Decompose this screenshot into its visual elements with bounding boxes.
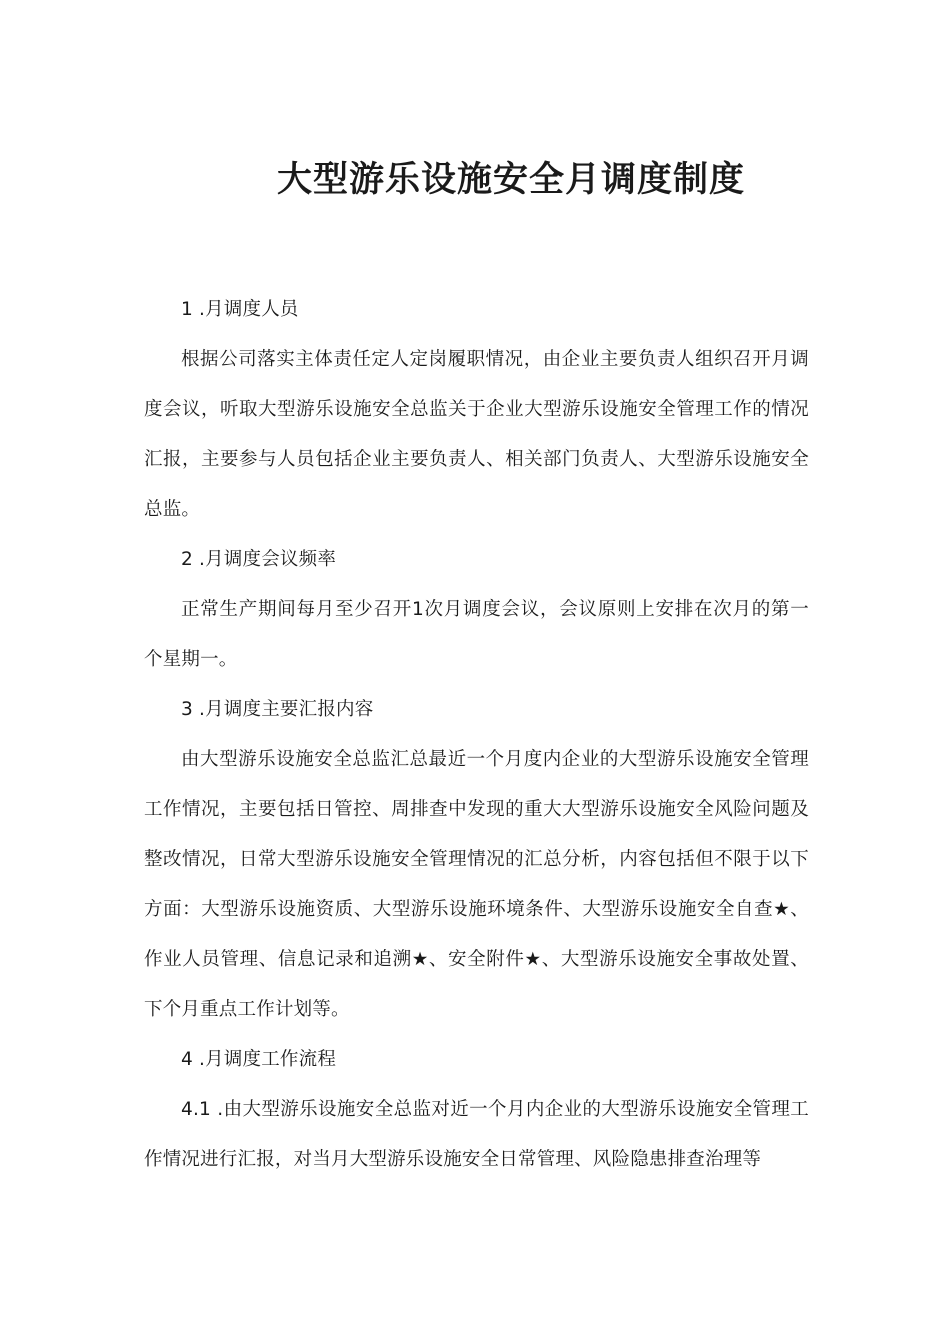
section-paragraph-2: 正常生产期间每月至少召开1次月调度会议，会议原则上安排在次月的第一个星期一。 bbox=[144, 599, 809, 670]
section-heading-3: 3 .月调度主要汇报内容 bbox=[181, 699, 374, 720]
section-heading-4: 4 .月调度工作流程 bbox=[181, 1049, 337, 1070]
document-title: 大型游乐设施安全月调度制度 bbox=[276, 159, 745, 200]
section-heading-1: 1 .月调度人员 bbox=[181, 299, 299, 320]
section-paragraph-4: 4.1 .由大型游乐设施安全总监对近一个月内企业的大型游乐设施安全管理工作情况进行汇报，对当月大型游乐设施安全日常管理、风险隐患排查治理等 bbox=[144, 1099, 809, 1170]
section-paragraph-3: 由大型游乐设施安全总监汇总最近一个月度内企业的大型游乐设施安全管理工作情况，主要包括日管控、周排查中发现的重大大型游乐设施安全风险问题及整改情况，日常大型游乐设施安全管理情况的汇总分析，内容包括但不限于以下方面：大型游乐设施资质、大型游乐设施环境条件、大型游乐设施安全自查★、作业人员管理、信息记录和追溯★、安全附件★、大型游乐设施安全事故处置、下个月重点工作计划等。 bbox=[144, 749, 809, 1020]
document-body bbox=[144, 285, 809, 1185]
section-paragraph-1: 根据公司落实主体责任定人定岗履职情况，由企业主要负责人组织召开月调度会议，听取大型游乐设施安全总监关于企业大型游乐设施安全管理工作的情况汇报，主要参与人员包括企业主要负责人、相关部门负责人、大型游乐设施安全总监。 bbox=[144, 349, 809, 520]
section-heading-2: 2 .月调度会议频率 bbox=[181, 549, 337, 570]
